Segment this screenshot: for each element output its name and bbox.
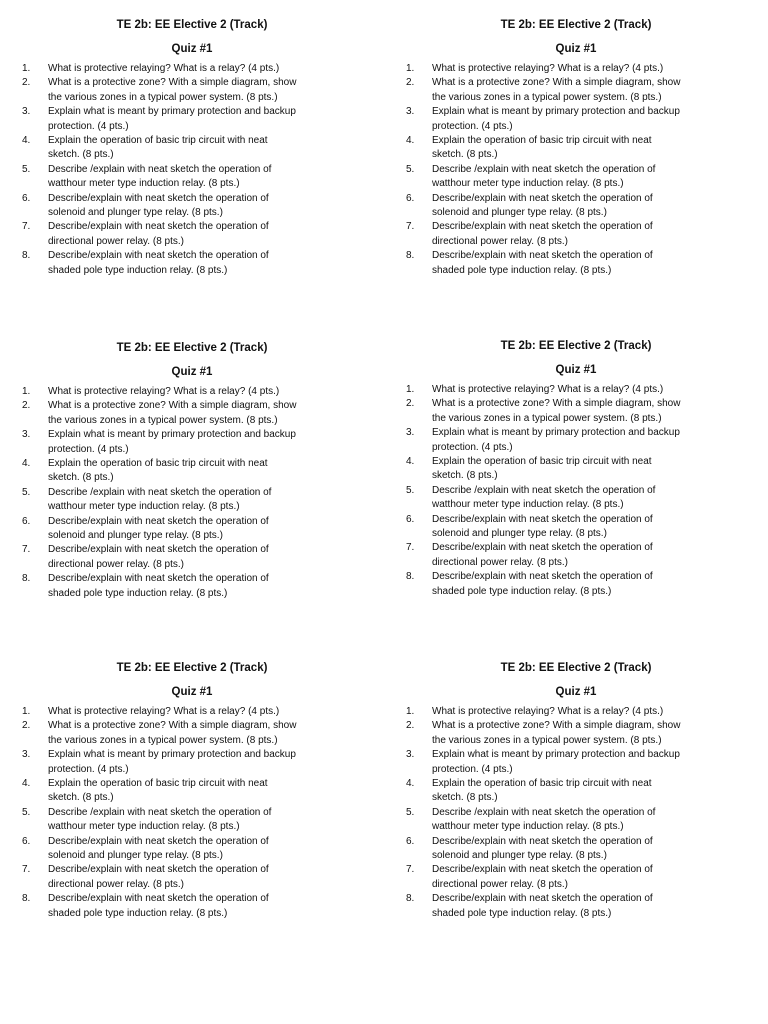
question-text: the various zones in a typical power system. (8 pts.) [48,734,278,746]
question-item [22,863,362,877]
quiz-copy-6 [406,661,746,921]
question-item-continued [22,820,362,834]
question-item [22,835,362,849]
question-item [406,748,746,762]
question-text: Describe/explain with neat sketch the operation of [48,573,269,585]
question-item-continued [406,91,746,105]
question-text: What is a protective zone? With a simple diagram, show [48,720,297,732]
question-item-continued [22,91,362,105]
quiz-title: Quiz #1 [555,364,597,376]
question-number: 3. [22,749,31,761]
question-text: Describe/explain with neat sketch the operation of [48,221,269,233]
course-title: TE 2b: EE Elective 2 (Track) [116,342,268,354]
question-item [22,105,362,119]
quiz-title: Quiz #1 [171,686,213,698]
question-item-continued [406,498,746,512]
question-item-continued [406,585,746,599]
question-text: solenoid and plunger type relay. (8 pts.) [48,530,223,542]
question-list [406,383,746,599]
question-number [22,820,48,834]
question-number: 3. [406,106,415,118]
quiz-title: Quiz #1 [171,366,213,378]
question-text: Describe /explain with neat sketch the operation of [48,806,272,818]
question-number: 7. [406,221,415,233]
question-text: What is a protective zone? With a simple diagram, show [48,400,297,412]
question-text: What is protective relaying? What is a relay? (4 pts.) [432,63,664,74]
question-text: watthour meter type induction relay. (8 pts.) [432,821,624,833]
question-text: shaded pole type induction relay. (8 pts.) [432,907,612,919]
question-number: 5. [406,806,415,818]
question-item [406,76,746,90]
question-text: solenoid and plunger type relay. (8 pts.) [432,528,607,540]
question-text: Describe /explain with neat sketch the operation of [432,806,656,818]
question-item [22,163,362,177]
course-title: TE 2b: EE Elective 2 (Track) [500,19,652,31]
question-text: Describe/explain with neat sketch the operation of [432,250,653,262]
question-item [406,163,746,177]
question-text: solenoid and plunger type relay. (8 pts.) [48,207,223,219]
question-text: the various zones in a typical power system. (8 pts.) [48,91,278,103]
quiz-copy-5 [22,661,362,921]
question-item-continued [22,148,362,162]
question-number: 6. [22,192,31,204]
question-item-continued [406,556,746,570]
question-number: 5. [406,163,415,175]
question-item [22,220,362,234]
question-item [22,705,362,719]
question-item [22,62,362,76]
question-number [406,763,432,777]
question-text: watthour meter type induction relay. (8 pts.) [432,499,624,511]
question-item [406,513,746,527]
question-text: Describe /explain with neat sketch the operation of [48,486,272,498]
question-item-continued [22,500,362,514]
question-text: Describe/explain with neat sketch the operation of [432,221,653,233]
question-item [406,835,746,849]
question-item-continued [22,529,362,543]
question-text: sketch. (8 pts.) [48,149,114,161]
question-item [406,719,746,733]
question-number: 7. [406,864,415,876]
question-item [406,249,746,263]
quiz-copy-1 [22,18,362,278]
question-list [22,62,362,278]
question-item-continued [406,907,746,921]
question-text: Describe/explain with neat sketch the operation of [48,192,269,204]
question-item-continued [406,148,746,162]
question-text: shaded pole type induction relay. (8 pts.) [48,587,228,599]
question-item [406,220,746,234]
question-number: 4. [22,135,31,147]
question-text: protection. (4 pts.) [48,443,129,455]
question-number: 1. [406,63,415,74]
question-item-continued [22,471,362,485]
question-item [406,570,746,584]
question-number: 4. [406,456,415,468]
quiz-title: Quiz #1 [555,43,597,55]
question-item-continued [406,120,746,134]
question-text: Explain what is meant by primary protection and backup [432,427,680,439]
question-item-continued [22,878,362,892]
question-item [22,719,362,733]
question-text: Describe/explain with neat sketch the operation of [48,250,269,262]
question-text: solenoid and plunger type relay. (8 pts.) [432,207,607,219]
question-text: Describe/explain with neat sketch the operation of [48,864,269,876]
question-item-continued [406,412,746,426]
question-text: What is protective relaying? What is a relay? (4 pts.) [48,63,280,74]
question-text: Explain the operation of basic trip circuit with neat [48,778,268,790]
question-text: directional power relay. (8 pts.) [48,878,184,890]
question-item [22,515,362,529]
question-item [406,455,746,469]
question-number [22,148,48,162]
question-text: What is a protective zone? With a simple diagram, show [432,77,681,89]
question-item [22,399,362,413]
question-text: directional power relay. (8 pts.) [432,878,568,890]
question-text: the various zones in a typical power system. (8 pts.) [48,414,278,426]
question-item [406,105,746,119]
question-text: What is protective relaying? What is a relay? (4 pts.) [432,706,664,717]
question-item [406,892,746,906]
question-item-continued [22,264,362,278]
question-item-continued [22,177,362,191]
question-text: Describe/explain with neat sketch the operation of [48,515,269,527]
question-number [406,469,432,483]
question-item [406,426,746,440]
question-item [22,806,362,820]
question-text: directional power relay. (8 pts.) [432,556,568,568]
question-number: 1. [22,386,31,397]
question-number: 4. [22,458,31,470]
question-item-continued [22,849,362,863]
question-number: 6. [406,835,415,847]
question-text: Describe /explain with neat sketch the operation of [48,163,272,175]
question-number [406,878,432,892]
question-text: Describe /explain with neat sketch the operation of [432,163,656,175]
question-item [22,385,362,399]
question-number [22,907,48,921]
question-text: solenoid and plunger type relay. (8 pts.) [432,850,607,862]
question-text: sketch. (8 pts.) [432,792,498,804]
question-item-continued [22,791,362,805]
question-text: sketch. (8 pts.) [432,149,498,161]
course-title: TE 2b: EE Elective 2 (Track) [500,662,652,674]
question-number: 7. [22,864,31,876]
question-item [406,806,746,820]
question-number: 6. [22,515,31,527]
question-number [406,849,432,863]
question-number [406,556,432,570]
question-item [22,777,362,791]
question-number [22,235,48,249]
question-text: solenoid and plunger type relay. (8 pts.) [48,850,223,862]
question-text: sketch. (8 pts.) [432,470,498,482]
question-item [22,428,362,442]
question-list [406,62,746,278]
quiz-copy-2 [406,18,746,278]
question-number: 8. [406,571,415,583]
question-number [22,120,48,134]
question-number: 4. [406,135,415,147]
question-item [22,572,362,586]
course-title: TE 2b: EE Elective 2 (Track) [116,662,268,674]
question-number: 2. [406,398,415,410]
question-number: 2. [22,77,31,89]
question-text: watthour meter type induction relay. (8 pts.) [48,821,240,833]
question-number: 8. [22,893,31,905]
question-text: sketch. (8 pts.) [48,792,114,804]
question-text: the various zones in a typical power system. (8 pts.) [432,91,662,103]
question-item [22,76,362,90]
question-number [406,177,432,191]
question-text: Explain the operation of basic trip circuit with neat [432,456,652,468]
question-text: shaded pole type induction relay. (8 pts.) [432,585,612,597]
question-text: What is protective relaying? What is a relay? (4 pts.) [432,384,664,395]
question-item-continued [22,587,362,601]
question-number: 1. [406,706,415,717]
question-number: 2. [406,720,415,732]
question-item [406,62,746,76]
question-number: 3. [22,429,31,441]
question-item [22,892,362,906]
question-number: 2. [22,400,31,412]
question-text: Explain what is meant by primary protection and backup [432,749,680,761]
question-number: 8. [22,250,31,262]
question-item-continued [406,235,746,249]
question-text: sketch. (8 pts.) [48,472,114,484]
course-title: TE 2b: EE Elective 2 (Track) [116,19,268,31]
question-item-continued [406,849,746,863]
question-number [22,414,48,428]
question-number [406,441,432,455]
question-number: 7. [22,221,31,233]
question-item-continued [406,763,746,777]
question-number [22,587,48,601]
question-number [406,907,432,921]
question-number: 5. [22,486,31,498]
question-text: directional power relay. (8 pts.) [48,235,184,247]
question-text: watthour meter type induction relay. (8 pts.) [432,178,624,190]
question-text: shaded pole type induction relay. (8 pts.) [432,264,612,276]
question-list [406,705,746,921]
question-number [406,235,432,249]
question-number: 8. [406,250,415,262]
question-number: 6. [406,513,415,525]
question-item [22,134,362,148]
question-text: protection. (4 pts.) [48,763,129,775]
question-number [406,91,432,105]
question-item-continued [22,414,362,428]
question-number [406,412,432,426]
question-text: Describe/explain with neat sketch the operation of [432,893,653,905]
question-list [22,705,362,921]
question-text: Explain the operation of basic trip circuit with neat [432,778,652,790]
question-item [22,543,362,557]
question-number [406,734,432,748]
question-item-continued [22,763,362,777]
question-item-continued [406,441,746,455]
question-item-continued [22,907,362,921]
question-text: the various zones in a typical power system. (8 pts.) [432,412,662,424]
question-item [406,397,746,411]
question-text: Describe/explain with neat sketch the operation of [432,835,653,847]
question-number [22,206,48,220]
question-text: Explain the operation of basic trip circuit with neat [48,458,268,470]
question-text: protection. (4 pts.) [432,441,513,453]
question-text: Explain what is meant by primary protection and backup [48,429,296,441]
question-item-continued [406,206,746,220]
question-number [22,791,48,805]
question-item-continued [406,527,746,541]
question-number: 6. [22,835,31,847]
question-number: 1. [22,63,31,74]
question-text: Describe/explain with neat sketch the operation of [432,864,653,876]
question-number [406,498,432,512]
question-item-continued [406,734,746,748]
question-text: shaded pole type induction relay. (8 pts.) [48,264,228,276]
question-text: protection. (4 pts.) [432,120,513,132]
question-text: What is protective relaying? What is a relay? (4 pts.) [48,706,280,717]
question-text: Explain what is meant by primary protection and backup [432,106,680,118]
question-item [406,383,746,397]
question-number [22,264,48,278]
question-text: watthour meter type induction relay. (8 pts.) [48,501,240,513]
question-item-continued [22,120,362,134]
question-text: Describe/explain with neat sketch the operation of [432,513,653,525]
question-number [22,763,48,777]
question-number: 7. [406,542,415,554]
question-text: Describe/explain with neat sketch the operation of [432,571,653,583]
question-number: 3. [406,427,415,439]
question-number [406,206,432,220]
question-item-continued [406,264,746,278]
question-item [22,486,362,500]
question-item [22,748,362,762]
question-item [406,777,746,791]
question-text: Explain what is meant by primary protection and backup [48,106,296,118]
question-number [22,177,48,191]
question-item [22,249,362,263]
question-text: What is a protective zone? With a simple diagram, show [48,77,297,89]
question-number: 1. [22,706,31,717]
question-text: What is a protective zone? With a simple diagram, show [432,398,681,410]
question-number [22,878,48,892]
question-item [406,541,746,555]
question-item-continued [22,558,362,572]
question-number [22,471,48,485]
question-item-continued [22,235,362,249]
question-number [22,558,48,572]
question-text: What is protective relaying? What is a relay? (4 pts.) [48,386,280,397]
question-number [406,148,432,162]
question-number [22,849,48,863]
question-number: 7. [22,544,31,556]
question-number: 5. [406,484,415,496]
question-number: 8. [22,573,31,585]
question-text: Describe/explain with neat sketch the operation of [432,542,653,554]
question-text: Describe/explain with neat sketch the operation of [48,893,269,905]
question-text: Describe/explain with neat sketch the operation of [48,835,269,847]
question-item-continued [406,878,746,892]
question-number: 2. [22,720,31,732]
question-number: 4. [406,778,415,790]
question-number: 5. [22,163,31,175]
question-number: 1. [406,384,415,395]
question-number [22,529,48,543]
question-item-continued [406,177,746,191]
quiz-title: Quiz #1 [555,686,597,698]
question-item [406,484,746,498]
question-number: 8. [406,893,415,905]
question-item [406,705,746,719]
quiz-copy-3 [22,341,362,601]
question-text: protection. (4 pts.) [48,120,129,132]
quiz-copy-4 [406,339,746,599]
question-number [406,120,432,134]
question-text: Explain what is meant by primary protection and backup [48,749,296,761]
question-number [406,791,432,805]
question-text: Describe/explain with neat sketch the operation of [432,192,653,204]
question-number: 6. [406,192,415,204]
question-text: Describe /explain with neat sketch the operation of [432,484,656,496]
question-number: 3. [406,749,415,761]
question-number: 5. [22,806,31,818]
question-number: 3. [22,106,31,118]
question-text: shaded pole type induction relay. (8 pts.) [48,907,228,919]
question-text: Explain the operation of basic trip circuit with neat [432,135,652,147]
question-number [22,443,48,457]
question-number: 2. [406,77,415,89]
question-item-continued [22,443,362,457]
question-item-continued [406,791,746,805]
question-text: watthour meter type induction relay. (8 pts.) [48,178,240,190]
question-list [22,385,362,601]
question-item-continued [22,734,362,748]
question-item [22,192,362,206]
question-number [22,734,48,748]
quiz-title: Quiz #1 [171,43,213,55]
question-number [406,527,432,541]
question-text: What is a protective zone? With a simple diagram, show [432,720,681,732]
question-number [22,91,48,105]
question-number [22,500,48,514]
question-text: Explain the operation of basic trip circuit with neat [48,135,268,147]
question-item [406,134,746,148]
question-item-continued [406,820,746,834]
question-text: the various zones in a typical power system. (8 pts.) [432,734,662,746]
question-item [406,192,746,206]
question-item-continued [22,206,362,220]
question-text: directional power relay. (8 pts.) [48,558,184,570]
question-item [406,863,746,877]
question-number [406,585,432,599]
course-title: TE 2b: EE Elective 2 (Track) [500,340,652,352]
question-item-continued [406,469,746,483]
question-text: directional power relay. (8 pts.) [432,235,568,247]
question-number [406,264,432,278]
question-item [22,457,362,471]
question-number [406,820,432,834]
question-text: Describe/explain with neat sketch the operation of [48,544,269,556]
question-number: 4. [22,778,31,790]
question-text: protection. (4 pts.) [432,763,513,775]
